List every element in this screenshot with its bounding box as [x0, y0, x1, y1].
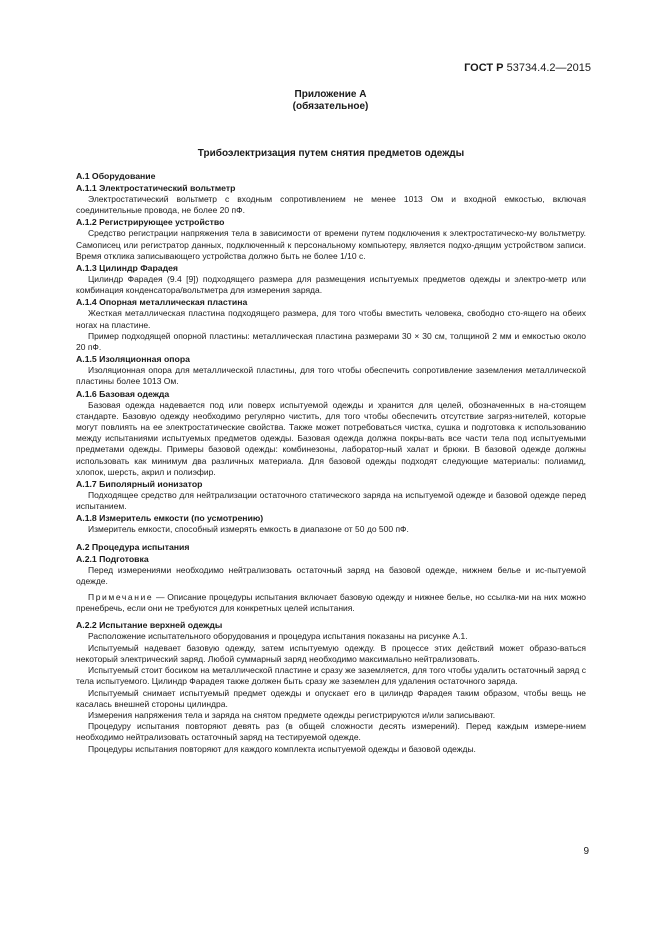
paragraph: Жесткая металлическая пластина подходящего размера, для того чтобы вместить человека, свободно сто-ящего на обеих ногах на пластине.	[76, 308, 586, 330]
section-heading-a11: А.1.1 Электростатический вольтметр	[76, 183, 236, 193]
section-heading-a1: А.1 Оборудование	[76, 171, 156, 181]
paragraph: Измеритель емкости, способный измерять емкость в диапазоне от 50 до 500 пФ.	[88, 524, 409, 535]
paragraph: Измерения напряжения тела и заряда на снятом предмете одежды регистрируются и/или записывают.	[88, 709, 496, 720]
standard-code-number: 53734.4.2—2015	[503, 62, 591, 74]
paragraph: Пример подходящей опорной пластины: металлическая пластина размерами 30 × 30 см, толщиной 2 мм и емкостью около 20 пФ.	[76, 330, 586, 353]
note	[76, 592, 586, 614]
document-title: Трибоэлектризация путем снятия предметов одежды	[197, 148, 465, 159]
page-number: 9	[583, 846, 589, 857]
standard-code-header	[464, 62, 591, 74]
section-heading-a21: А.2.1 Подготовка	[76, 553, 149, 564]
section-heading-a13: А.1.3 Цилиндр Фарадея	[76, 263, 179, 274]
appendix-status: (обязательное)	[292, 101, 369, 112]
paragraph: Перед измерениями необходимо нейтрализовать остаточный заряд на базовой одежде, нижнем белье и ис-пытуемой одежде.	[76, 564, 586, 586]
section-heading-a17: А.1.7 Биполярный ионизатор	[76, 479, 203, 490]
paragraph: Процедуры испытания повторяют для каждого комплекта испытуемой одежды и базовой одежды.	[88, 743, 476, 754]
paragraph: Процедуру испытания повторяют девять раз (в общей сложности десять измерений). Перед каждым измере-нием необходимо нейтрализовать остаточный заряд на тестируемой одежде.	[76, 721, 586, 743]
section-heading-a15: А.1.5 Изоляционная опора	[76, 354, 190, 365]
paragraph: Испытуемый стоит босиком на металлической пластине и сразу же заземляется, для того чтобы удалить остаточный заряд с тела испытуемого. Цилиндр Фарадея также должен быть сразу же заземлен для удаления остаточного заряда.	[76, 665, 586, 687]
section-heading-a12: А.1.2 Регистрирующее устройство	[76, 217, 225, 228]
paragraph: Испытуемый надевает базовую одежду, затем испытуемую одежду. В процессе этих действий может образо-ваться некоторый электрический заряд. Любой суммарный заряд необходимо максимально нейтрализовать.	[76, 642, 586, 664]
section-heading-a2: А.2 Процедура испытания	[76, 541, 190, 552]
paragraph: Электростатический вольтметр с входным сопротивлением не менее 1013 Ом и входной емкостью, включая соединительные провода, не более 20 пФ.	[76, 194, 586, 216]
document-body	[76, 148, 586, 755]
paragraph: Испытуемый снимает испытуемый предмет одежды и опускает его в цилиндр Фарадея таким образом, чтобы вещь не касалась внешней стороны цилиндра.	[76, 687, 586, 709]
section-heading-a16: А.1.6 Базовая одежда	[76, 388, 170, 399]
section-heading-a14: А.1.4 Опорная металлическая пластина	[76, 297, 248, 308]
paragraph: Средство регистрации напряжения тела в зависимости от времени путем подключения к электростатическо-му вольтметру. Самописец или регистратор данных, подключенный к персональному компьютеру, является подхо-дящим устройством записи. Время отклика записывающего устройства должно быть не более 1/10 с.	[76, 228, 586, 261]
note-label: Примечание	[88, 592, 154, 603]
paragraph: Базовая одежда надевается под или поверх испытуемой одежды и хранится для целей, обозначенных в на-стоящем стандарте. Базовую одежду необходимо регулярно чистить, для того чтобы обеспечить отсутствие загряз-нителей, которые могут повлиять на ее электростатические свойства. Также может потребоваться чистка, сушка и подготовка к использованию между испытаниями испытуемых предметов одежды. Базовая одежда должна покры-вать все части тела под испытуемыми предметами одежды. Примеры базовой одежды: комбинезоны, лаборатор-ный халат и брюки. В базовой одежде должны использовать как минимум два различных материала. Для базовой одежды подходят следующие материалы: полиамид, хлопок, шерсть, акрил и полиэфир.	[76, 399, 586, 477]
appendix-title: Приложение А	[294, 89, 367, 100]
paragraph: Расположение испытательного оборудования и процедура испытания показаны на рисунке А.1.	[88, 631, 468, 642]
section-heading-a22: А.2.2 Испытание верхней одежды	[76, 620, 223, 631]
standard-code-prefix: ГОСТ Р	[464, 62, 504, 74]
paragraph: Изоляционная опора для металлической пластины, для того чтобы обеспечить сопротивление заземления металлической пластины более 1013 Ом.	[76, 365, 586, 387]
appendix-heading	[0, 89, 661, 113]
paragraph: Подходящее средство для нейтрализации остаточного статического заряда на испытуемой одежде и базовой одежде перед испытанием.	[76, 490, 586, 512]
section-heading-a18: А.1.8 Измеритель емкости (по усмотрению)	[76, 513, 264, 524]
paragraph: Цилиндр Фарадея (9.4 [9]) подходящего размера для размещения испытуемых предметов одежды и электро-метр или комбинация конденсатора/вольтметра для измерения заряда.	[76, 274, 586, 296]
note-text: — Описание процедуры испытания включает базовую одежду и нижнее белье, но ссылка-ми на них можно пренебречь, если они не требуются для конкретных целей испытания.	[76, 592, 586, 614]
